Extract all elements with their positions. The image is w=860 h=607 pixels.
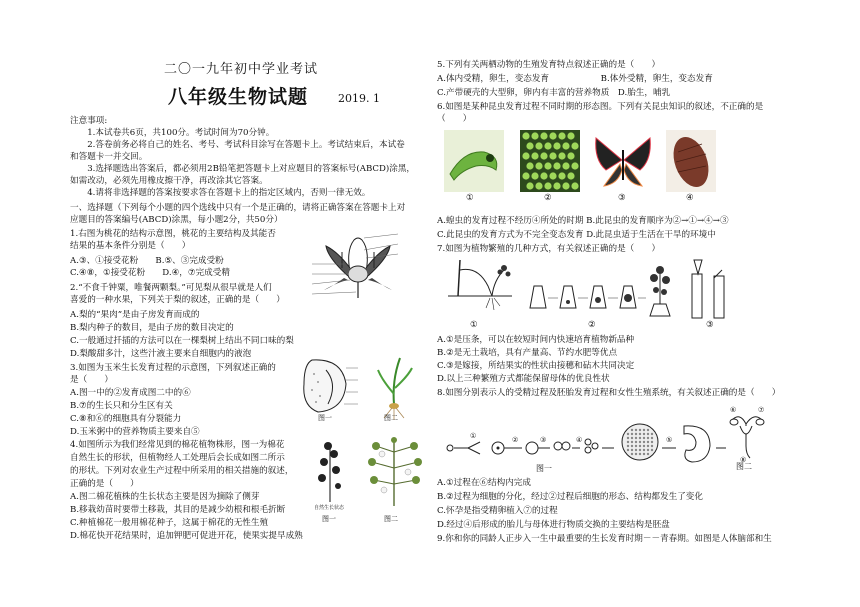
- morula-cell: [647, 437, 649, 439]
- egg-dot: [571, 162, 578, 169]
- egg-dot: [558, 152, 565, 159]
- morula-cell: [639, 445, 641, 447]
- text-line: 1.右图为桃花的结构示意图，桃花的主要结构及其能否: [70, 229, 276, 239]
- text-line: B.②过程为细胞的分化，经过②过程后细胞的形态、结构都发生了变化: [437, 492, 703, 502]
- egg-dot: [549, 152, 556, 159]
- figure-number-label: ③: [540, 436, 547, 444]
- text-line: A.①过程在⑥结构内完成: [437, 478, 531, 488]
- egg-dot: [567, 152, 574, 159]
- figure-caption: 图一: [322, 515, 336, 523]
- egg-dot: [558, 172, 565, 179]
- text-line: D.玉米粥中的营养物质主要来自⑤: [70, 427, 200, 437]
- insect-stage-label: ①: [466, 193, 474, 203]
- text-line: D.以上三种繁殖方式都能保留母体的优良性状: [437, 374, 610, 384]
- text-line: 应题目的答案编号(ABCD)涂黑，每小题2分，共50分）: [70, 215, 283, 225]
- text-line: 如需改动，必须先用橡皮擦干净，再改涂其它答案。: [70, 176, 268, 186]
- egg-dot: [553, 162, 560, 169]
- text-line: C.③是嫁接，所结果实的性状由接穗和砧木共同决定: [437, 361, 635, 371]
- text-line: 2.答卷前务必将自己的姓名、考号、考试科目涂写在答题卡上。考试结束后，本试卷: [70, 140, 405, 150]
- egg-dot: [540, 172, 547, 179]
- text-line: （ ）: [437, 114, 472, 124]
- morula-cell: [627, 437, 629, 439]
- figure-caption: 图二: [384, 515, 398, 523]
- egg-dot: [544, 182, 551, 189]
- egg-dot: [549, 132, 556, 139]
- morula-cell: [635, 433, 637, 435]
- insect-stage-label: ③: [618, 193, 626, 203]
- figure-number-label: ①: [470, 432, 477, 440]
- morula-cell: [651, 449, 653, 451]
- text-line: 自然生长的形状，但植物经人工处理后会长成如图二所示: [70, 453, 285, 463]
- egg-dot: [562, 162, 569, 169]
- egg-dot: [544, 162, 551, 169]
- text-line: C.⑧和⑥的细胞具有分裂能力: [70, 414, 182, 424]
- text-line: C.产带硬壳的大型卵，卵内有丰富的营养物质 D.胎生，哺乳: [437, 88, 671, 98]
- morula-cell: [631, 433, 633, 435]
- propagation-label: ②: [588, 320, 596, 330]
- text-line: C.一般通过扦插的方法可以在一棵梨树上结出不同口味的梨: [70, 336, 294, 346]
- morula-cell: [635, 449, 637, 451]
- text-line: A.蝗虫的发育过程不经历④所处的时期 B.此昆虫的发育顺序为②→①→④→③: [437, 216, 729, 226]
- corn-development-diagram: [292, 354, 422, 422]
- egg-dot: [522, 172, 529, 179]
- figure-caption: 图一: [536, 464, 552, 473]
- morula-cell: [647, 445, 649, 447]
- morula-cell: [631, 437, 633, 439]
- egg-dot: [535, 162, 542, 169]
- propagation-diagram: [448, 256, 738, 322]
- morula-cell: [631, 449, 633, 451]
- text-line: D.棉花快开花结果时，追加钾肥可促进开花，使果实提早成熟: [70, 531, 303, 541]
- text-line: 一、选择题（下列每个小题的四个选线中只有一个是正确的，请将正确答案在答题卡上对: [70, 203, 406, 213]
- morula-cell: [643, 445, 645, 447]
- morula-cell: [647, 453, 649, 455]
- morula-cell: [627, 449, 629, 451]
- morula-cell: [639, 453, 641, 455]
- morula-cell: [631, 441, 633, 443]
- paper-title: 八年级生物试题: [168, 86, 309, 108]
- text-line: A.体内受精，卵生，变态发育 B.体外受精，卵生，变态发育: [437, 74, 713, 84]
- insect-photos: [444, 130, 716, 194]
- text-line: 和答题卡一并交回。: [70, 152, 148, 162]
- egg-dot: [526, 182, 533, 189]
- text-line: A.图一中的②发育成图二中的⑥: [70, 388, 191, 398]
- morula-cell: [643, 429, 645, 431]
- text-line: 9.你和你的同龄人正步入一生中最重要的生长发育时期－－青春期。如图是人体脑部和生: [437, 534, 772, 544]
- morula-cell: [631, 429, 633, 431]
- insect-stage-label: ④: [686, 193, 694, 203]
- text-line: 结果的基本条件分别是（ ）: [70, 241, 191, 251]
- morula-cell: [631, 453, 633, 455]
- text-line: 7.如图为植物繁殖的几种方式，有关叙述正确的是（ ）: [437, 244, 661, 254]
- text-line: A.③、①接受花粉 B.⑤、③完成受粉: [70, 256, 224, 266]
- egg-dot: [526, 142, 533, 149]
- egg-dot: [535, 142, 542, 149]
- figure-number-label: ④: [576, 436, 583, 444]
- morula-cell: [627, 433, 629, 435]
- figure-caption: 图二: [736, 462, 752, 471]
- morula-cell: [647, 433, 649, 435]
- morula-cell: [635, 445, 637, 447]
- text-line: 1.本试卷共6页，共100分。考试时间为70分钟。: [70, 128, 275, 138]
- text-line: 是（ ）: [70, 375, 113, 385]
- morula-cell: [627, 445, 629, 447]
- figure-caption-small: 自然生长状态: [314, 505, 345, 511]
- egg-dot: [531, 152, 538, 159]
- egg-dot: [544, 142, 551, 149]
- text-line: D.梨酸甜多汁，这些汁液主要来自细胞内的液泡: [70, 349, 252, 359]
- morula-cell: [651, 437, 653, 439]
- text-line: B.梨内种子的数目，是由子房的数目决定的: [70, 323, 234, 333]
- morula-cell: [639, 437, 641, 439]
- insect-stage-label: ②: [544, 193, 552, 203]
- egg-dot: [553, 142, 560, 149]
- cotton-plant-diagram: [310, 432, 430, 510]
- text-line: 喜爱的一种水果，下列关于梨的叙述，正确的是（ ）: [70, 295, 285, 305]
- egg-dot: [535, 182, 542, 189]
- text-line: C.④⑧，①接受花粉 D.④，⑦完成受精: [70, 268, 230, 278]
- text-line: 8.如图分别表示人的受精过程及胚胎发育过程和女性生殖系统，有关叙述正确的是（ ）: [437, 388, 781, 398]
- egg-dot: [571, 142, 578, 149]
- egg-dot: [558, 132, 565, 139]
- egg-dot: [553, 182, 560, 189]
- morula-cell: [639, 441, 641, 443]
- morula-cell: [635, 453, 637, 455]
- text-line: 3.如图为玉米生长发育过程的示意图，下列叙述正确的: [70, 363, 276, 373]
- text-line: 2.“不食千钟粟，唯餐两颗梨。”可见梨从很早就是人们: [70, 283, 272, 293]
- figure-number-label: ⑤: [666, 436, 673, 444]
- figure-caption: 图二: [384, 414, 398, 422]
- text-line: A.梨的“果肉”是由子房发育而成的: [70, 310, 200, 320]
- morula-cell: [643, 449, 645, 451]
- egg-dot: [562, 142, 569, 149]
- egg-dot: [571, 182, 578, 189]
- text-line: C.种植棉花一般用棉花种子，这属于棉花的无性生殖: [70, 518, 269, 528]
- egg-dot: [540, 152, 547, 159]
- morula-cell: [631, 445, 633, 447]
- morula-cell: [643, 437, 645, 439]
- text-line: A.图二棉花植株的生长状态主要是因为摘除了侧芽: [70, 492, 260, 502]
- propagation-label: ①: [470, 320, 478, 330]
- egg-dot: [522, 132, 529, 139]
- insect-stages-figure: [444, 130, 716, 202]
- morula-cell: [639, 433, 641, 435]
- egg-dot: [549, 172, 556, 179]
- egg-dot: [567, 132, 574, 139]
- morula-cell: [643, 433, 645, 435]
- text-line: 3.选择题选出答案后，都必须用2B铅笔把答题卡上对应题目的答案标号(ABCD)涂黑，: [70, 164, 416, 174]
- figure-caption: 图一: [318, 414, 332, 422]
- egg-dot: [526, 162, 533, 169]
- morula-cell: [635, 429, 637, 431]
- figure-number-label: ⑥: [730, 406, 737, 414]
- exam-title: 二〇一九年初中学业考试: [164, 62, 319, 77]
- morula-cell: [635, 437, 637, 439]
- egg-dot: [531, 132, 538, 139]
- text-line: B.②是无土栽培，具有产量高、节约水肥等优点: [437, 348, 618, 358]
- morula-cell: [643, 453, 645, 455]
- text-line: 5.下列有关两栖动物的生殖发育特点叙述正确的是（ ）: [437, 60, 661, 70]
- egg-dot: [540, 132, 547, 139]
- morula-cell: [635, 441, 637, 443]
- morula-cell: [627, 441, 629, 443]
- text-line: B.⑦的生长只和分生区有关: [70, 401, 173, 411]
- figure-number-label: ⑦: [758, 406, 765, 414]
- text-line: 6.如图是某种昆虫发育过程不同时期的形态图。下列有关昆虫知识的叙述，不正确的是: [437, 102, 764, 112]
- exam-date: 2019. 1: [338, 92, 380, 105]
- egg-dot: [562, 182, 569, 189]
- text-line: A.①是压条，可以在较短时间内快速培育植物新品种: [437, 335, 635, 345]
- morula-cell: [651, 433, 653, 435]
- morula-cell: [639, 449, 641, 451]
- text-line: B.移栽幼苗时要带土移栽，其目的是减少幼根和根毛折断: [70, 505, 286, 515]
- egg-dot: [567, 172, 574, 179]
- morula-cell: [647, 429, 649, 431]
- text-line: 4.如图所示为我们经常见到的棉花植物株形，图一为棉花: [70, 440, 285, 450]
- plant-propagation-figure: [448, 256, 738, 332]
- egg-dot: [522, 152, 529, 159]
- morula-cell: [651, 441, 653, 443]
- text-line: 注意事项:: [70, 116, 108, 126]
- propagation-label: ③: [706, 320, 714, 330]
- morula-cell: [643, 441, 645, 443]
- text-line: C.此昆虫的发育方式为不完全变态发育 D.此昆虫适于生活在干旱的环境中: [437, 230, 716, 240]
- text-line: C.怀孕是指受精卵植入⑦的过程: [437, 506, 558, 516]
- egg-dot: [531, 172, 538, 179]
- morula-cell: [647, 449, 649, 451]
- figure-number-label: ⑧: [740, 456, 747, 464]
- figure-number-label: ②: [512, 436, 519, 444]
- morula-cell: [639, 429, 641, 431]
- peach-flower-diagram: [298, 228, 418, 306]
- morula-cell: [647, 441, 649, 443]
- human-reproduction-figure: [440, 402, 780, 474]
- morula-cell: [651, 445, 653, 447]
- text-line: 的形状。下列对农业生产过程中所采用的相关措施的叙述，: [70, 466, 294, 476]
- fertilization-diagram: [440, 402, 780, 474]
- text-line: D.经过④后形成的胎儿与母体进行物质交换的主要结构是胚盘: [437, 520, 670, 530]
- text-line: 4.请将非选择题的答案按要求答在答题卡上的指定区域内，否则一律无效。: [70, 188, 371, 198]
- text-line: 正确的是（ ）: [70, 479, 139, 489]
